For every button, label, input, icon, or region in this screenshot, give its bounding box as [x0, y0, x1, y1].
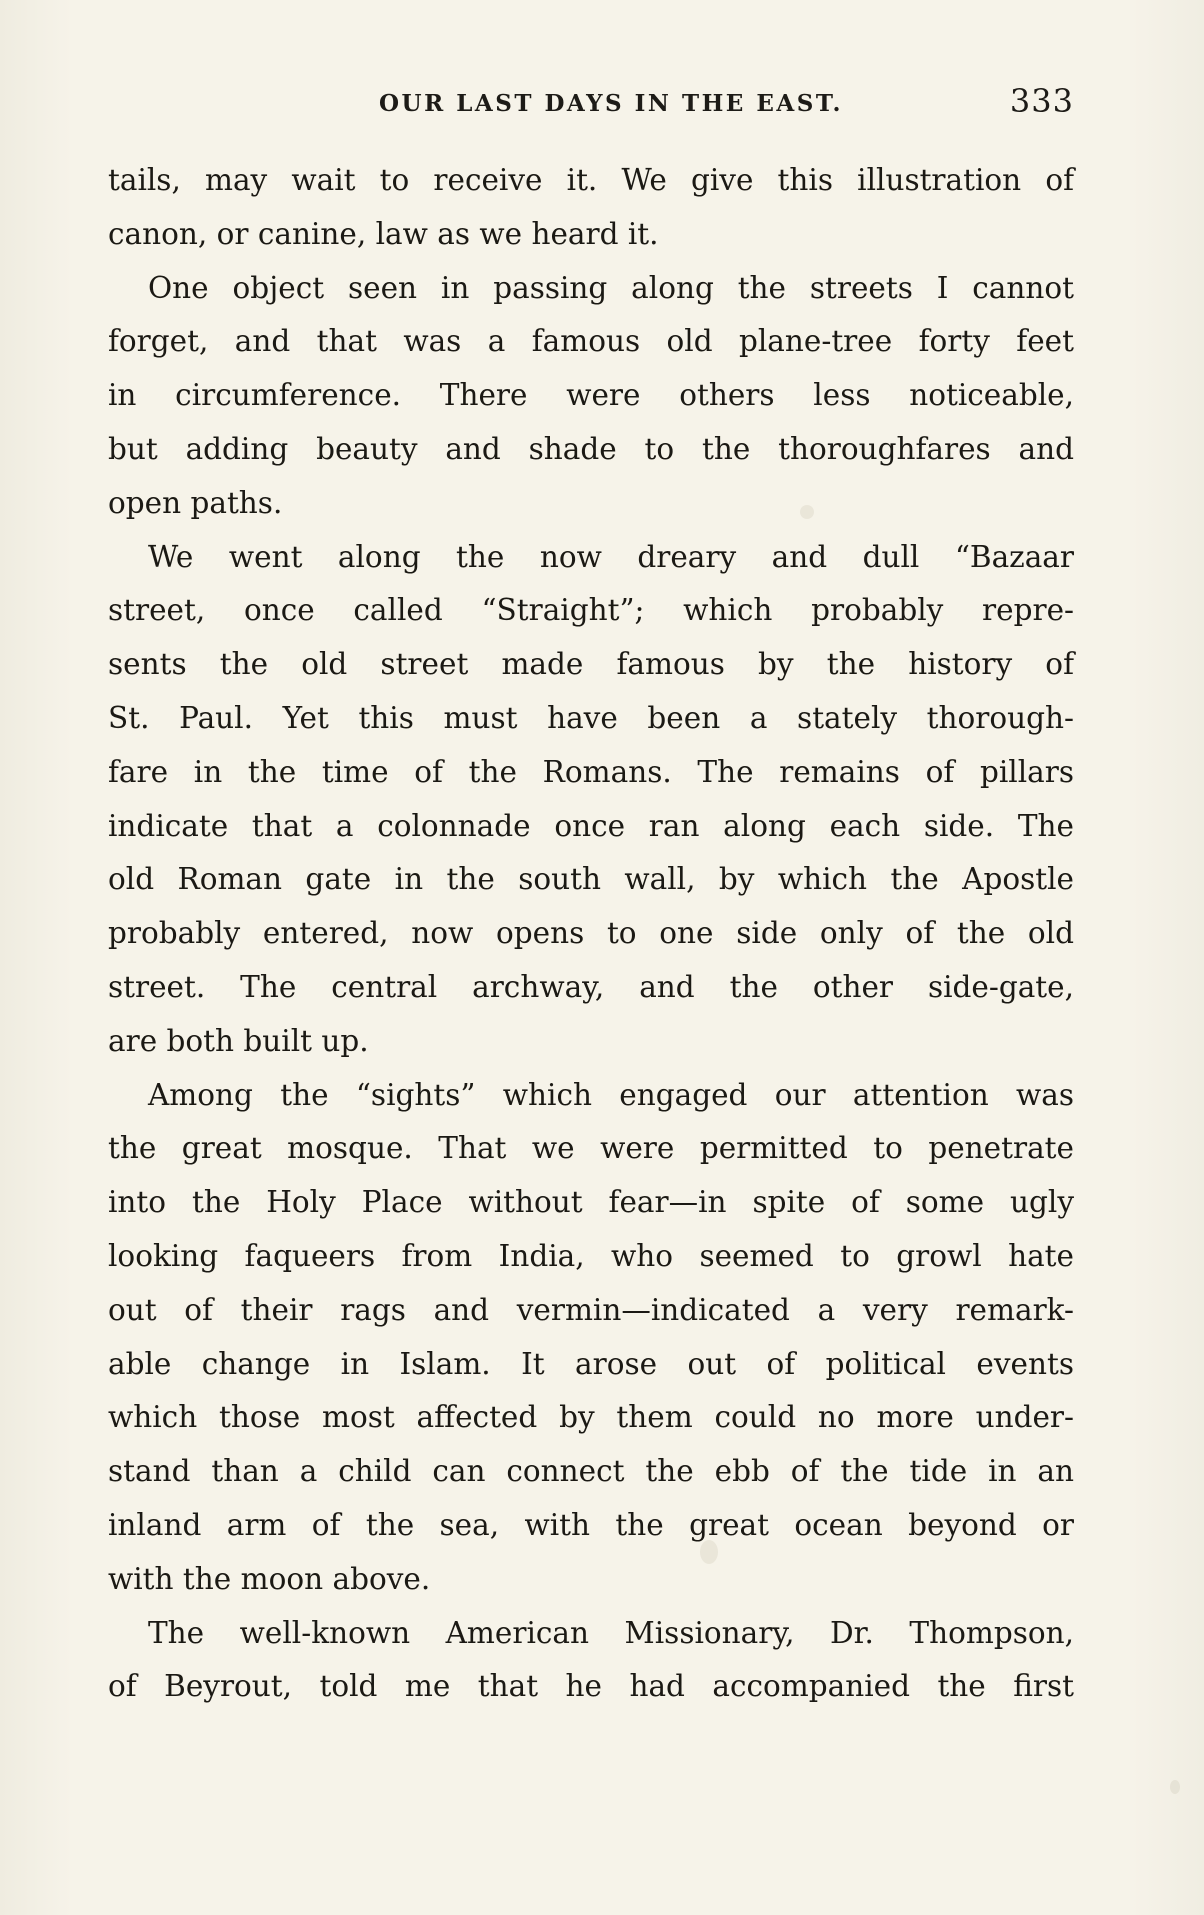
text-line: canon, or canine, law as we heard it.: [108, 216, 659, 251]
text-line: street. The central archway, and the other side-gate,: [108, 969, 1074, 1004]
text-line: St. Paul. Yet this must have been a stately thorough-: [108, 700, 1074, 735]
text-line: street, once called “Straight”; which probably repre-: [108, 593, 1074, 628]
text-line: able change in Islam. It arose out of political events: [108, 1346, 1074, 1381]
text-line: out of their rags and vermin—indicated a very remark-: [108, 1292, 1074, 1327]
text-line: inland arm of the sea, with the great ocean beyond or: [108, 1507, 1074, 1542]
text-line: probably entered, now opens to one side only of the old: [108, 916, 1074, 951]
text-line: old Roman gate in the south wall, by which the Apostle: [108, 862, 1074, 897]
text-line: looking faqueers from India, who seemed to growl hate: [108, 1238, 1074, 1273]
paper-smudge: [800, 505, 814, 519]
paper-smudge: [1170, 1780, 1180, 1794]
text-line: of Beyrout, told me that he had accompanied the first: [108, 1669, 1074, 1704]
text-line: forget, and that was a famous old plane-tree forty feet: [108, 324, 1074, 359]
text-line: with the moon above.: [108, 1561, 431, 1596]
paper-smudge: [700, 1540, 718, 1564]
text-line: into the Holy Place without fear—in spite of some ugly: [108, 1185, 1074, 1220]
running-head: [108, 82, 1074, 122]
text-line: tails, may wait to receive it. We give this illustration of: [108, 163, 1074, 197]
running-title: OUR LAST DAYS IN THE EAST.: [379, 90, 843, 117]
text-line: One object seen in passing along the streets I cannot: [148, 270, 1074, 305]
page-number: 333: [1009, 82, 1074, 120]
body-text: [108, 154, 1074, 1714]
text-line: sents the old street made famous by the history of: [108, 647, 1074, 682]
text-line: Among the “sights” which engaged our attention was: [148, 1077, 1074, 1112]
text-line: fare in the time of the Romans. The remains of pillars: [108, 754, 1074, 789]
text-line: stand than a child can connect the ebb of the tide in an: [108, 1454, 1074, 1489]
text-line: The well-known American Missionary, Dr. Thompson,: [148, 1615, 1074, 1650]
text-line: which those most affected by them could no more under-: [108, 1400, 1074, 1435]
text-line: are both built up.: [108, 1023, 369, 1058]
text-line: indicate that a colonnade once ran along each side. The: [108, 808, 1074, 843]
text-line: open paths.: [108, 485, 283, 520]
text-line: but adding beauty and shade to the thoroughfares and: [108, 431, 1074, 466]
text-line: in circumference. There were others less noticeable,: [108, 378, 1074, 413]
text-line: the great mosque. That we were permitted to penetrate: [108, 1131, 1074, 1166]
text-line: We went along the now dreary and dull “Bazaar: [148, 539, 1074, 574]
